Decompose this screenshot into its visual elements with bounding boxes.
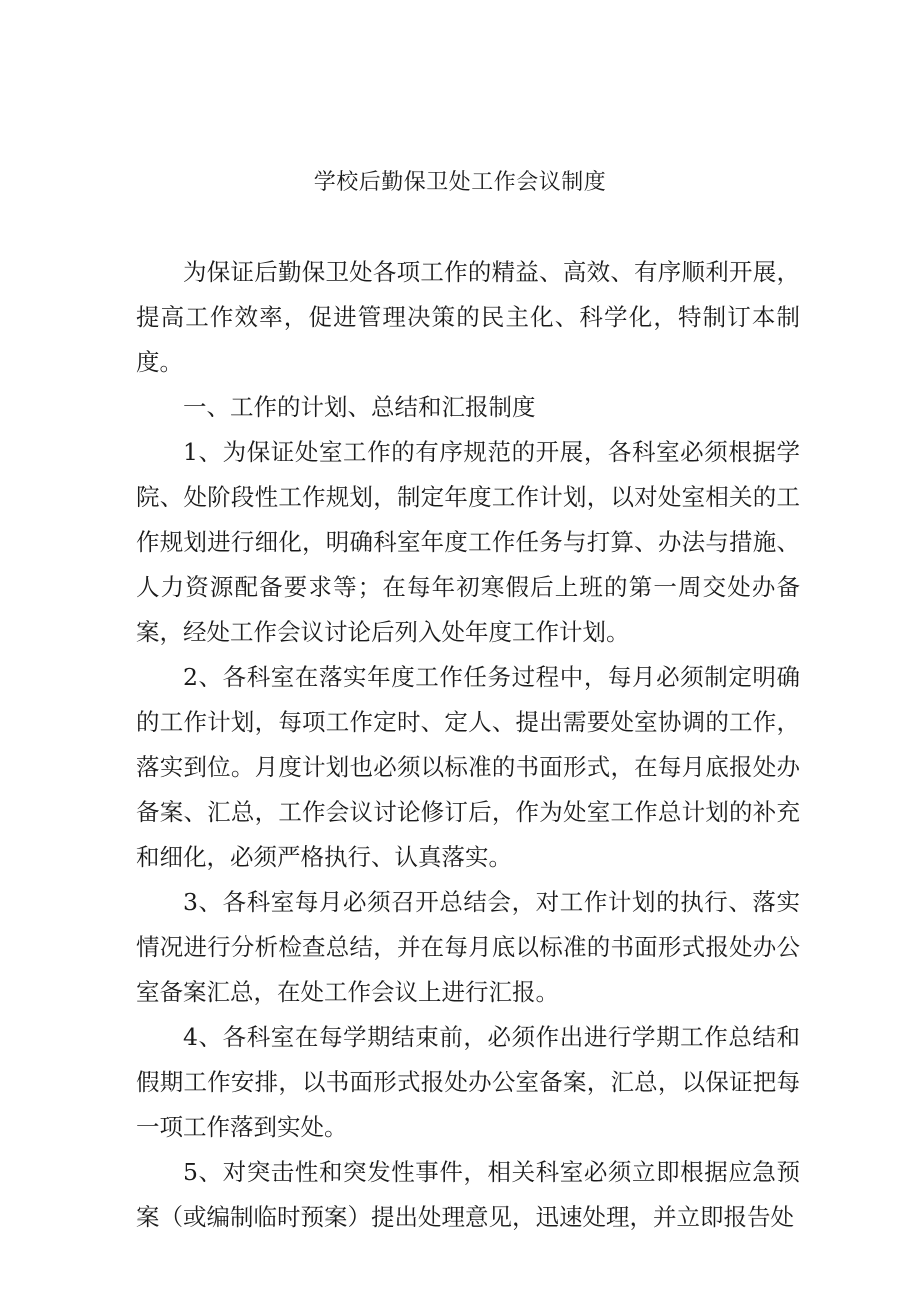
intro-paragraph: 为保证后勤保卫处各项工作的精益、高效、有序顺利开展，提高工作效率，促进管理决策的民主化、科学化，特制订本制度。: [136, 258, 800, 376]
clause-paragraph: 1、为保证处室工作的有序规范的开展，各科室必须根据学院、处阶段性工作规划，制定年度工作计划，以对处室相关的工作规划进行细化，明确科室年度工作任务与打算、办法与措施、人力资源配备要求等；在每年初寒假后上班的第一周交处办备案，经处工作会议讨论后列入处年度工作计划。: [136, 438, 800, 646]
clause-paragraph: 3、各科室每月必须召开总结会，对工作计划的执行、落实情况进行分析检查总结，并在每月底以标准的书面形式报处办公室备案汇总，在处工作会议上进行汇报。: [136, 888, 800, 1006]
document-body: [136, 250, 800, 1240]
document-title: 学校后勤保卫处工作会议制度: [313, 170, 607, 195]
section-heading: 一、工作的计划、总结和汇报制度: [183, 393, 536, 421]
clause-paragraph: 2、各科室在落实年度工作任务过程中，每月必须制定明确的工作计划，每项工作定时、定人、提出需要处室协调的工作，落实到位。月度计划也必须以标准的书面形式，在每月底报处办备案、汇总，工作会议讨论修订后，作为处室工作总计划的补充和细化，必须严格执行、认真落实。: [136, 663, 800, 871]
clause-paragraph: 5、对突击性和突发性事件，相关科室必须立即根据应急预案（或编制临时预案）提出处理意见，迅速处理，并立即报告处: [136, 1158, 800, 1231]
clause-paragraph: 4、各科室在每学期结束前，必须作出进行学期工作总结和假期工作安排，以书面形式报处办公室备案，汇总，以保证把每一项工作落到实处。: [136, 1023, 800, 1141]
